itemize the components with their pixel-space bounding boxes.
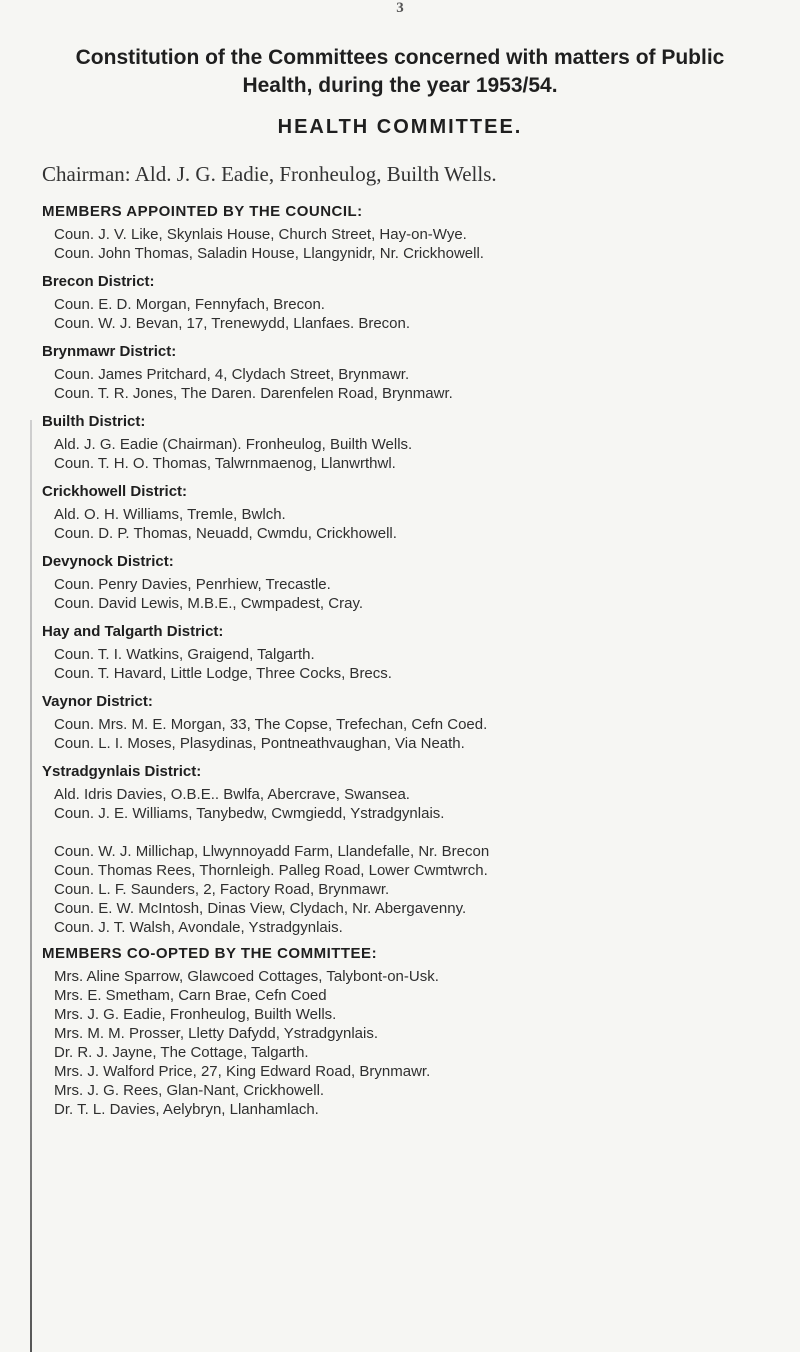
section-heading: Hay and Talgarth District: — [42, 623, 224, 640]
member-entry: Coun. E. W. McIntosh, Dinas View, Clydach, Nr. Abergavenny. — [54, 900, 467, 917]
section-heading: Devynock District: — [42, 553, 174, 570]
member-entry: Coun. L. I. Moses, Plasydinas, Pontneathvaughan, Via Neath. — [54, 735, 465, 752]
margin-rule — [30, 420, 32, 1352]
section-coopted-members — [42, 944, 439, 1119]
member-entry: Mrs. J. G. Eadie, Fronheulog, Builth Wells. — [54, 1006, 337, 1023]
section-appointed-members — [42, 202, 484, 263]
section-crickhowell-district — [42, 482, 397, 543]
member-entry: Mrs. Aline Sparrow, Glawcoed Cottages, Talybont-on-Usk. — [54, 968, 439, 985]
document-title — [0, 44, 800, 100]
member-entry: Coun. T. Havard, Little Lodge, Three Cocks, Brecs. — [54, 665, 392, 682]
member-entry: Coun. J. E. Williams, Tanybedw, Cwmgiedd, Ystradgynlais. — [54, 805, 445, 822]
member-entry: Coun. W. J. Bevan, 17, Trenewydd, Llanfaes. Brecon. — [54, 315, 411, 332]
section-heading: Ystradgynlais District: — [42, 763, 202, 780]
section-ystradgynlais-district — [42, 762, 444, 823]
member-entry: Ald. O. H. Williams, Tremle, Bwlch. — [54, 506, 286, 523]
member-entry: Coun. D. P. Thomas, Neuadd, Cwmdu, Crickhowell. — [54, 525, 397, 542]
page-number-mark: 3 — [396, 0, 404, 16]
member-entry: Dr. R. J. Jayne, The Cottage, Talgarth. — [54, 1044, 309, 1061]
section-heading: Vaynor District: — [42, 693, 153, 710]
member-entry: Coun. L. F. Saunders, 2, Factory Road, Brynmawr. — [54, 881, 390, 898]
member-entry: Coun. T. I. Watkins, Graigend, Talgarth. — [54, 646, 315, 663]
member-entry: Coun. Thomas Rees, Thornleigh. Palleg Road, Lower Cwmtwrch. — [54, 862, 488, 879]
section-heading: MEMBERS CO-OPTED BY THE COMMITTEE: — [42, 945, 378, 962]
member-entry: Coun. James Pritchard, 4, Clydach Street, Brynmawr. — [54, 366, 410, 383]
member-entry: Coun. John Thomas, Saladin House, Llangynidr, Nr. Crickhowell. — [54, 245, 484, 262]
section-heading: Builth District: — [42, 413, 146, 430]
section-heading: Brynmawr District: — [42, 343, 177, 360]
section-builth-district — [42, 412, 412, 473]
additional-members-list — [54, 842, 489, 937]
title-line-2: Health, during the year 1953/54. — [242, 74, 558, 97]
member-entry: Coun. J. T. Walsh, Avondale, Ystradgynlais. — [54, 919, 343, 936]
member-entry: Coun. E. D. Morgan, Fennyfach, Brecon. — [54, 296, 325, 313]
section-vaynor-district — [42, 692, 487, 753]
member-entry: Ald. J. G. Eadie (Chairman). Fronheulog, Builth Wells. — [54, 436, 413, 453]
committee-heading: HEALTH COMMITTEE. — [277, 116, 523, 138]
title-line-1: Constitution of the Committees concerned with matters of Public — [75, 46, 725, 69]
section-heading: Brecon District: — [42, 273, 155, 290]
member-entry: Mrs. J. Walford Price, 27, King Edward Road, Brynmawr. — [54, 1063, 431, 1080]
chairman-line: Chairman: Ald. J. G. Eadie, Fronheulog, Builth Wells. — [42, 162, 497, 186]
member-entry: Coun. W. J. Millichap, Llwynnoyadd Farm, Llandefalle, Nr. Brecon — [54, 843, 490, 860]
member-entry: Coun. T. H. O. Thomas, Talwrnmaenog, Llanwrthwl. — [54, 455, 396, 472]
member-entry: Coun. David Lewis, M.B.E., Cwmpadest, Cray. — [54, 595, 363, 612]
member-entry: Ald. Idris Davies, O.B.E.. Bwlfa, Abercrave, Swansea. — [54, 786, 410, 803]
section-brecon-district — [42, 272, 410, 333]
section-devynock-district — [42, 552, 363, 613]
section-brynmawr-district — [42, 342, 453, 403]
member-entry: Coun. T. R. Jones, The Daren. Darenfelen Road, Brynmawr. — [54, 385, 453, 402]
member-entry: Coun. J. V. Like, Skynlais House, Church Street, Hay-on-Wye. — [54, 226, 467, 243]
member-entry: Mrs. M. M. Prosser, Lletty Dafydd, Ystradgynlais. — [54, 1025, 378, 1042]
member-entry: Coun. Mrs. M. E. Morgan, 33, The Copse, Trefechan, Cefn Coed. — [54, 716, 488, 733]
section-heading: Crickhowell District: — [42, 483, 188, 500]
member-entry: Dr. T. L. Davies, Aelybryn, Llanhamlach. — [54, 1101, 319, 1118]
member-entry: Mrs. E. Smetham, Carn Brae, Cefn Coed — [54, 987, 327, 1004]
section-hay-talgarth-district — [42, 622, 392, 683]
member-entry: Mrs. J. G. Rees, Glan-Nant, Crickhowell. — [54, 1082, 325, 1099]
section-heading: MEMBERS APPOINTED BY THE COUNCIL: — [42, 203, 363, 220]
member-entry: Coun. Penry Davies, Penrhiew, Trecastle. — [54, 576, 331, 593]
